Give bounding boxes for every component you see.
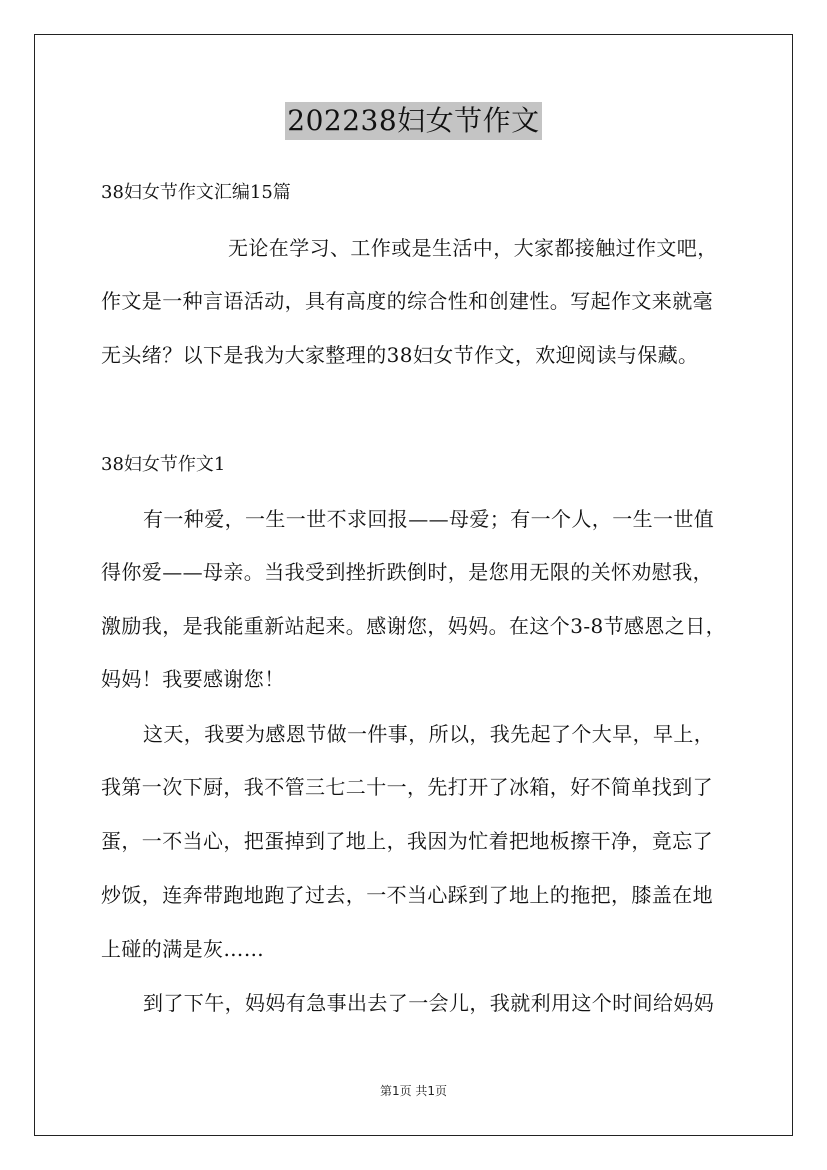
title-container [0, 102, 827, 140]
intro-line: 无论在学习、工作或是生活中，大家都接触过作文吧， [228, 236, 718, 260]
intro-line: 作文是一种言语活动，具有高度的综合性和创建性。写起作文来就毫 [101, 289, 713, 313]
paragraph-line: 激励我，是我能重新站起来。感谢您，妈妈。在这个3-8节感恩之日， [101, 614, 727, 638]
paragraph-line: 我第一次下厨，我不管三七二十一，先打开了冰箱，好不简单找到了 [101, 775, 713, 799]
intro-line: 无头绪？以下是我为大家整理的38妇女节作文，欢迎阅读与保藏。 [101, 343, 699, 367]
paragraph-line: 得你爱——母亲。当我受到挫折跌倒时，是您用无限的关怀劝慰我， [101, 560, 713, 584]
paragraph-line: 到了下午，妈妈有急事出去了一会儿，我就利用这个时间给妈妈 [143, 991, 715, 1015]
paragraph-line: 有一种爱，一生一世不求回报——母爱；有一个人，一生一世值 [143, 507, 715, 531]
paragraph-line: 妈妈！我要感谢您！ [101, 667, 285, 691]
page-title: 202238妇女节作文 [285, 102, 541, 140]
paragraph-line: 这天，我要为感恩节做一件事，所以，我先起了个大早，早上， [143, 722, 715, 746]
paragraph-line: 炒饭，连奔带跑地跑了过去，一不当心踩到了地上的拖把，膝盖在地 [101, 883, 713, 907]
paragraph-line: 上碰的满是灰…… [101, 937, 265, 961]
paragraph-line: 蛋，一不当心，把蛋掉到了地上，我因为忙着把地板擦干净，竟忘了 [101, 829, 713, 853]
section-heading: 38妇女节作文1 [101, 454, 226, 475]
page-number-footer: 第1页 共1页 [379, 1084, 448, 1098]
collection-subtitle: 38妇女节作文汇编15篇 [101, 182, 291, 203]
